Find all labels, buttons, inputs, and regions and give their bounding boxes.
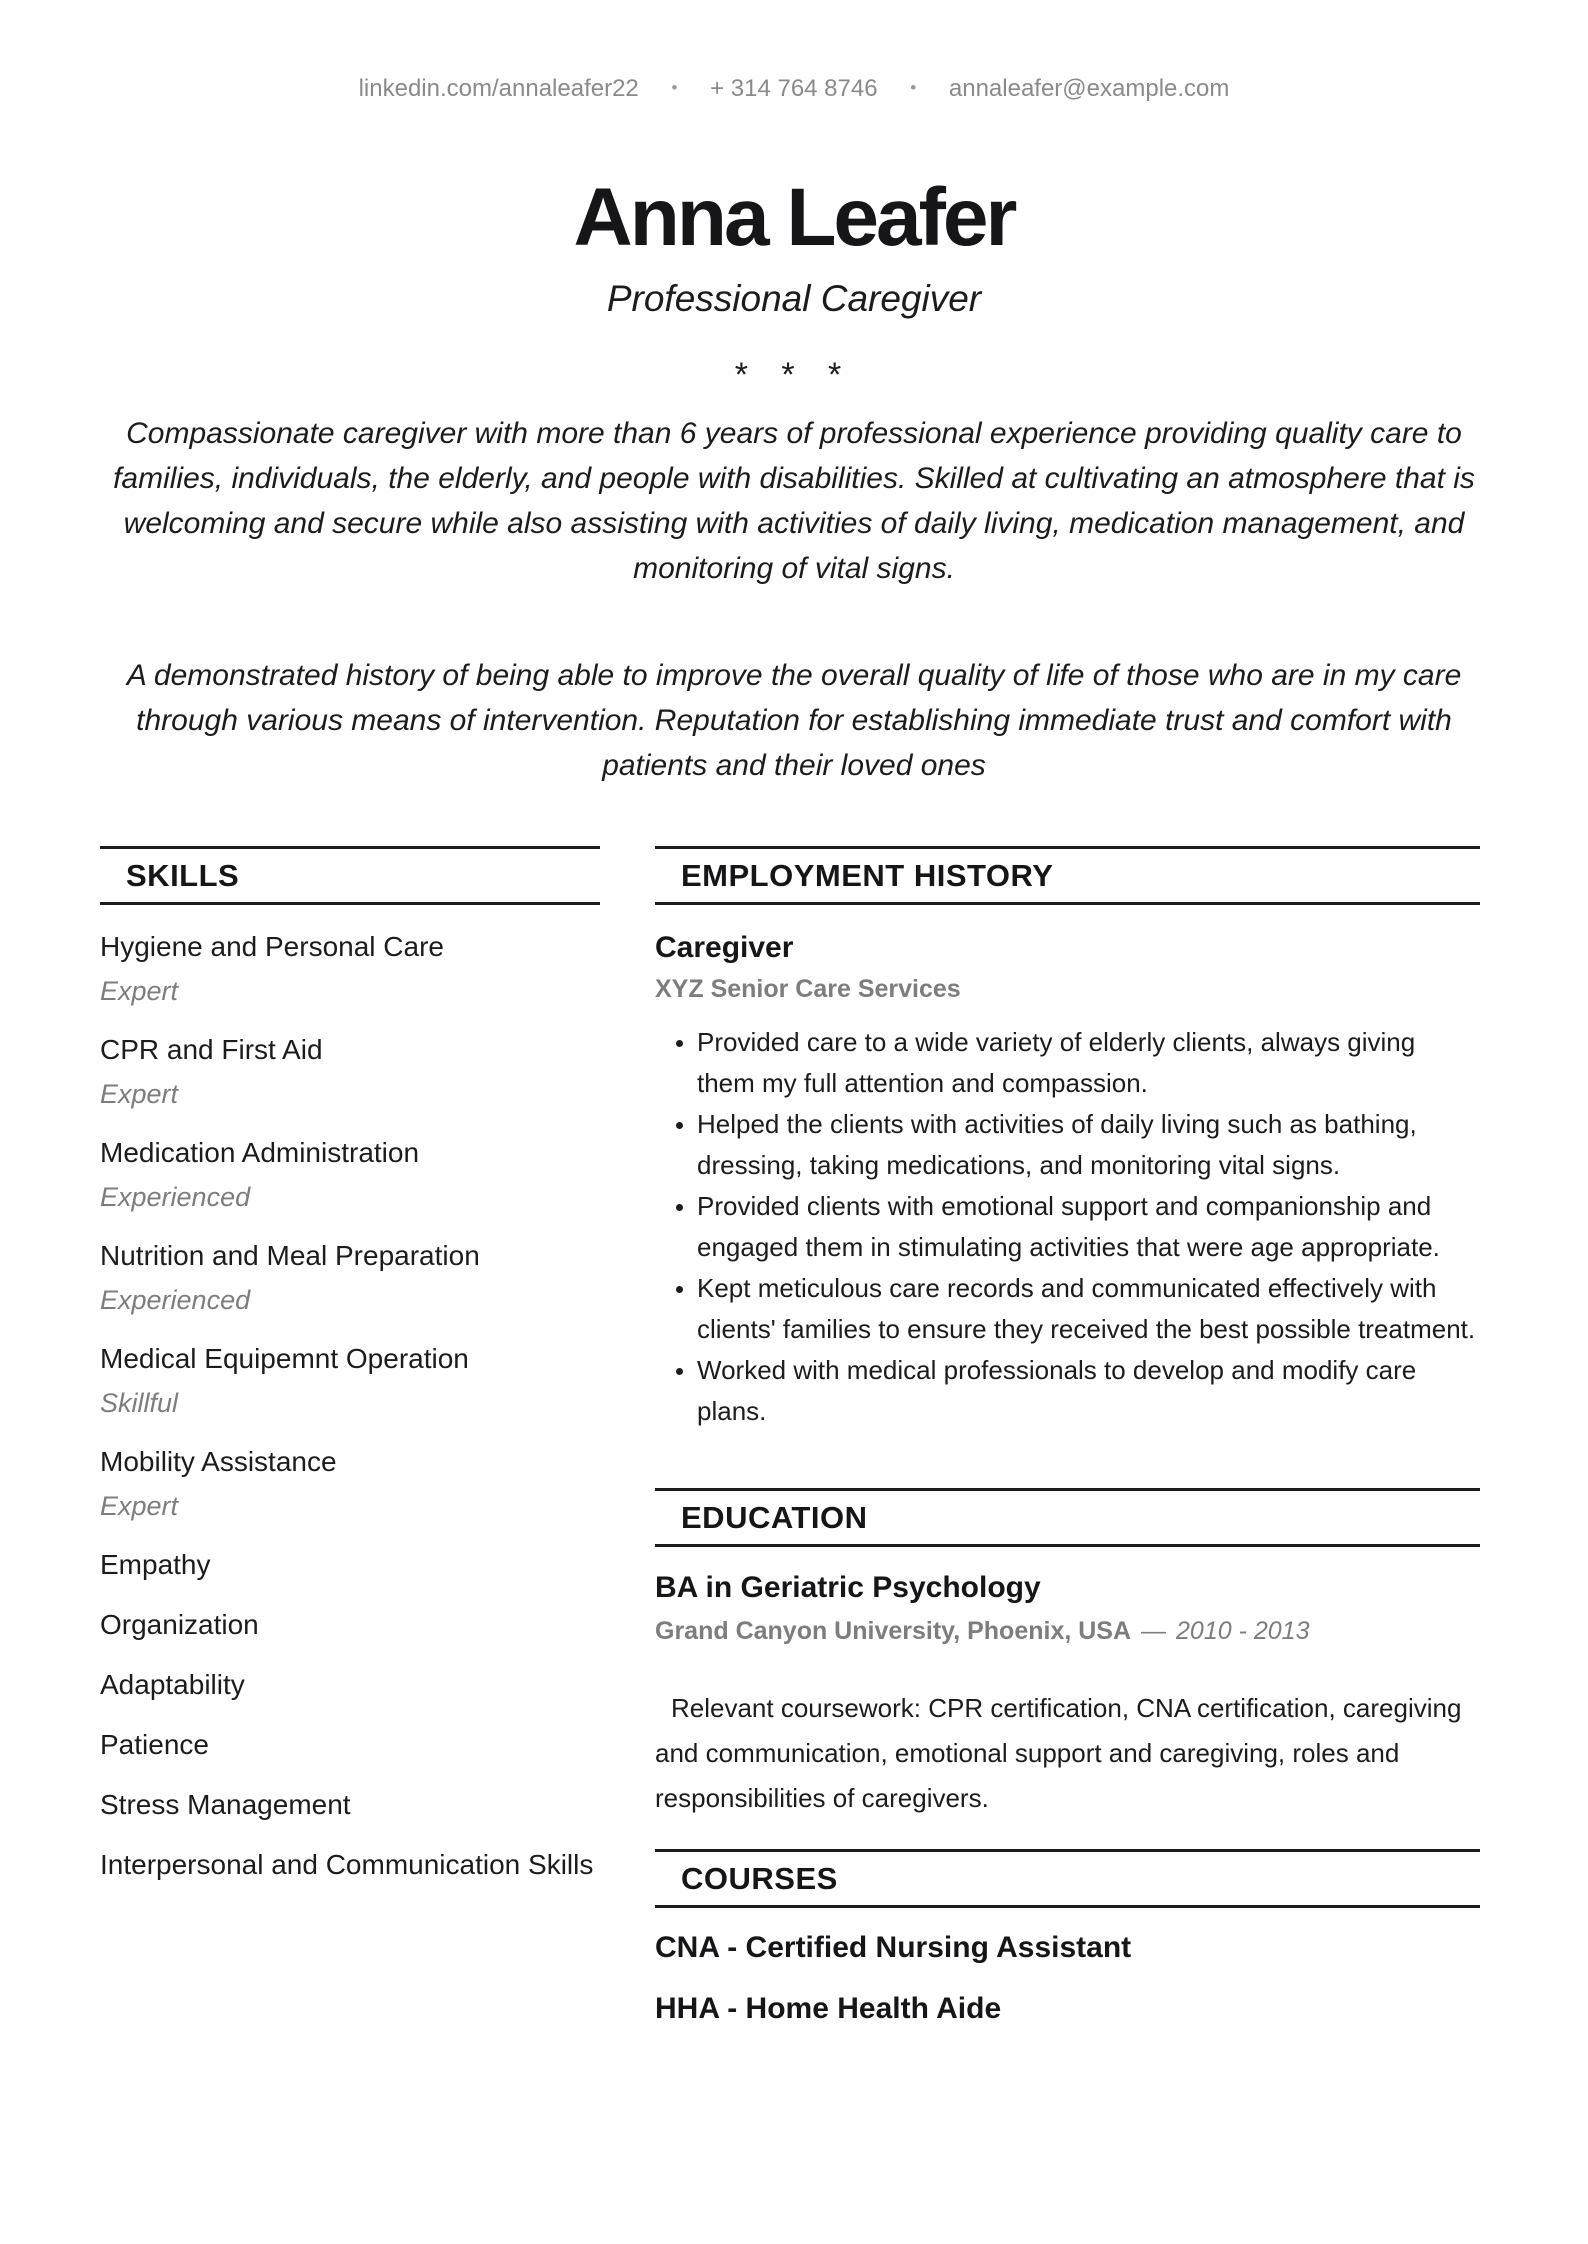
skill-level: Expert <box>100 976 179 1006</box>
course-item: HHA - Home Health Aide <box>655 1992 1002 2025</box>
skills-section-heading <box>100 846 600 905</box>
education-coursework: Relevant coursework: CPR certification, CNA certification, caregiving and communication, emotional support and caregiving, roles and responsibilities of caregivers. <box>655 1693 1462 1813</box>
skill-level: Experienced <box>100 1285 251 1315</box>
skill-item <box>100 1445 600 1522</box>
job-bullet: • Worked with medical professionals to develop and modify care plans. <box>697 1350 1480 1432</box>
contact-email[interactable]: annaleafer@example.com <box>948 75 1230 102</box>
skill-name: Medical Equipemnt Operation <box>100 1343 469 1374</box>
contact-phone: + 314 764 8746 <box>710 75 878 102</box>
skill-name: Mobility Assistance <box>100 1446 337 1477</box>
education-dash: — <box>1141 1617 1167 1645</box>
skill-name: Medication Administration <box>100 1137 420 1168</box>
skill-level: Expert <box>100 1491 179 1521</box>
skill-level: Experienced <box>100 1182 251 1212</box>
skill-name: Organization <box>100 1609 259 1640</box>
skill-item <box>100 1239 600 1316</box>
employment-section-heading <box>655 846 1480 905</box>
job-bullet: • Provided care to a wide variety of elderly clients, always giving them my full attention and compassion. <box>697 1022 1480 1104</box>
skill-name: Adaptability <box>100 1669 245 1700</box>
skill-item <box>100 1608 600 1642</box>
two-column-layout <box>100 846 1480 2027</box>
education-dates: 2010 - 2013 <box>1176 1617 1310 1645</box>
skill-item <box>100 1788 600 1822</box>
skill-item <box>100 1668 600 1702</box>
employment-heading-label: EMPLOYMENT HISTORY <box>681 858 1054 893</box>
contact-separator-dot: • <box>910 78 917 97</box>
skill-name: Patience <box>100 1729 209 1760</box>
skill-item <box>100 1848 600 1882</box>
skill-level: Expert <box>100 1079 179 1109</box>
job-bullet: • Helped the clients with activities of daily living such as bathing, dressing, taking medications, and monitoring vital signs. <box>697 1104 1480 1186</box>
skills-heading-label: SKILLS <box>126 858 240 893</box>
summary-paragraph-1: Compassionate caregiver with more than 6 years of professional experience providing quality care to families, individuals, the elderly, and people with disabilities. Skilled at cultivating an atmosphere that is welcoming and secure while also assisting with activities of daily living, medication management, and monitoring of vital signs. <box>113 417 1475 585</box>
skill-item <box>100 930 600 1007</box>
education-degree: BA in Geriatric Psychology <box>655 1571 1041 1604</box>
course-item: CNA - Certified Nursing Assistant <box>655 1931 1132 1964</box>
job-bullet: • Provided clients with emotional support and companionship and engaged them in stimulating activities that were age appropriate. <box>697 1186 1480 1268</box>
job-bullet: • Kept meticulous care records and communicated effectively with clients' families to ensure they received the best possible treatment. <box>697 1268 1480 1350</box>
job-company: XYZ Senior Care Services <box>655 975 961 1003</box>
skill-item <box>100 1728 600 1762</box>
skill-name: Empathy <box>100 1549 211 1580</box>
courses-section-heading <box>655 1849 1480 1908</box>
skill-name: CPR and First Aid <box>100 1034 323 1065</box>
stars-divider: * * * <box>734 356 854 394</box>
summary-paragraph-2: A demonstrated history of being able to improve the overall quality of life of those who are in my care through various means of intervention. Reputation for establishing immediate trust and comfort with patients and their loved ones <box>126 659 1462 782</box>
skill-name: Nutrition and Meal Preparation <box>100 1240 480 1271</box>
skill-item <box>100 1136 600 1213</box>
employment-entry <box>655 930 1480 1432</box>
education-section-heading <box>655 1488 1480 1547</box>
job-title: Caregiver <box>655 931 794 964</box>
courses-heading-label: COURSES <box>681 1861 838 1896</box>
skill-item <box>100 1342 600 1419</box>
contact-separator-dot: • <box>671 78 678 97</box>
skill-name: Hygiene and Personal Care <box>100 931 444 962</box>
skill-name: Interpersonal and Communication Skills <box>100 1849 594 1880</box>
skill-level: Skillful <box>100 1388 179 1418</box>
skill-item <box>100 1033 600 1110</box>
professional-title: Professional Caregiver <box>606 278 982 319</box>
skill-item <box>100 1548 600 1582</box>
contact-linkedin[interactable]: linkedin.com/annaleafer22 <box>358 75 639 102</box>
page-title-name: Anna Leafer <box>573 172 1015 263</box>
education-school: Grand Canyon University, Phoenix, USA <box>655 1617 1132 1645</box>
job-bullet-list <box>655 1022 1480 1432</box>
skill-name: Stress Management <box>100 1789 351 1820</box>
education-heading-label: EDUCATION <box>681 1500 868 1535</box>
main-column <box>655 846 1480 2027</box>
skills-list <box>100 930 600 1882</box>
skills-column <box>100 846 600 1908</box>
education-school-line <box>655 1616 1480 1646</box>
contact-bar <box>0 0 1588 103</box>
